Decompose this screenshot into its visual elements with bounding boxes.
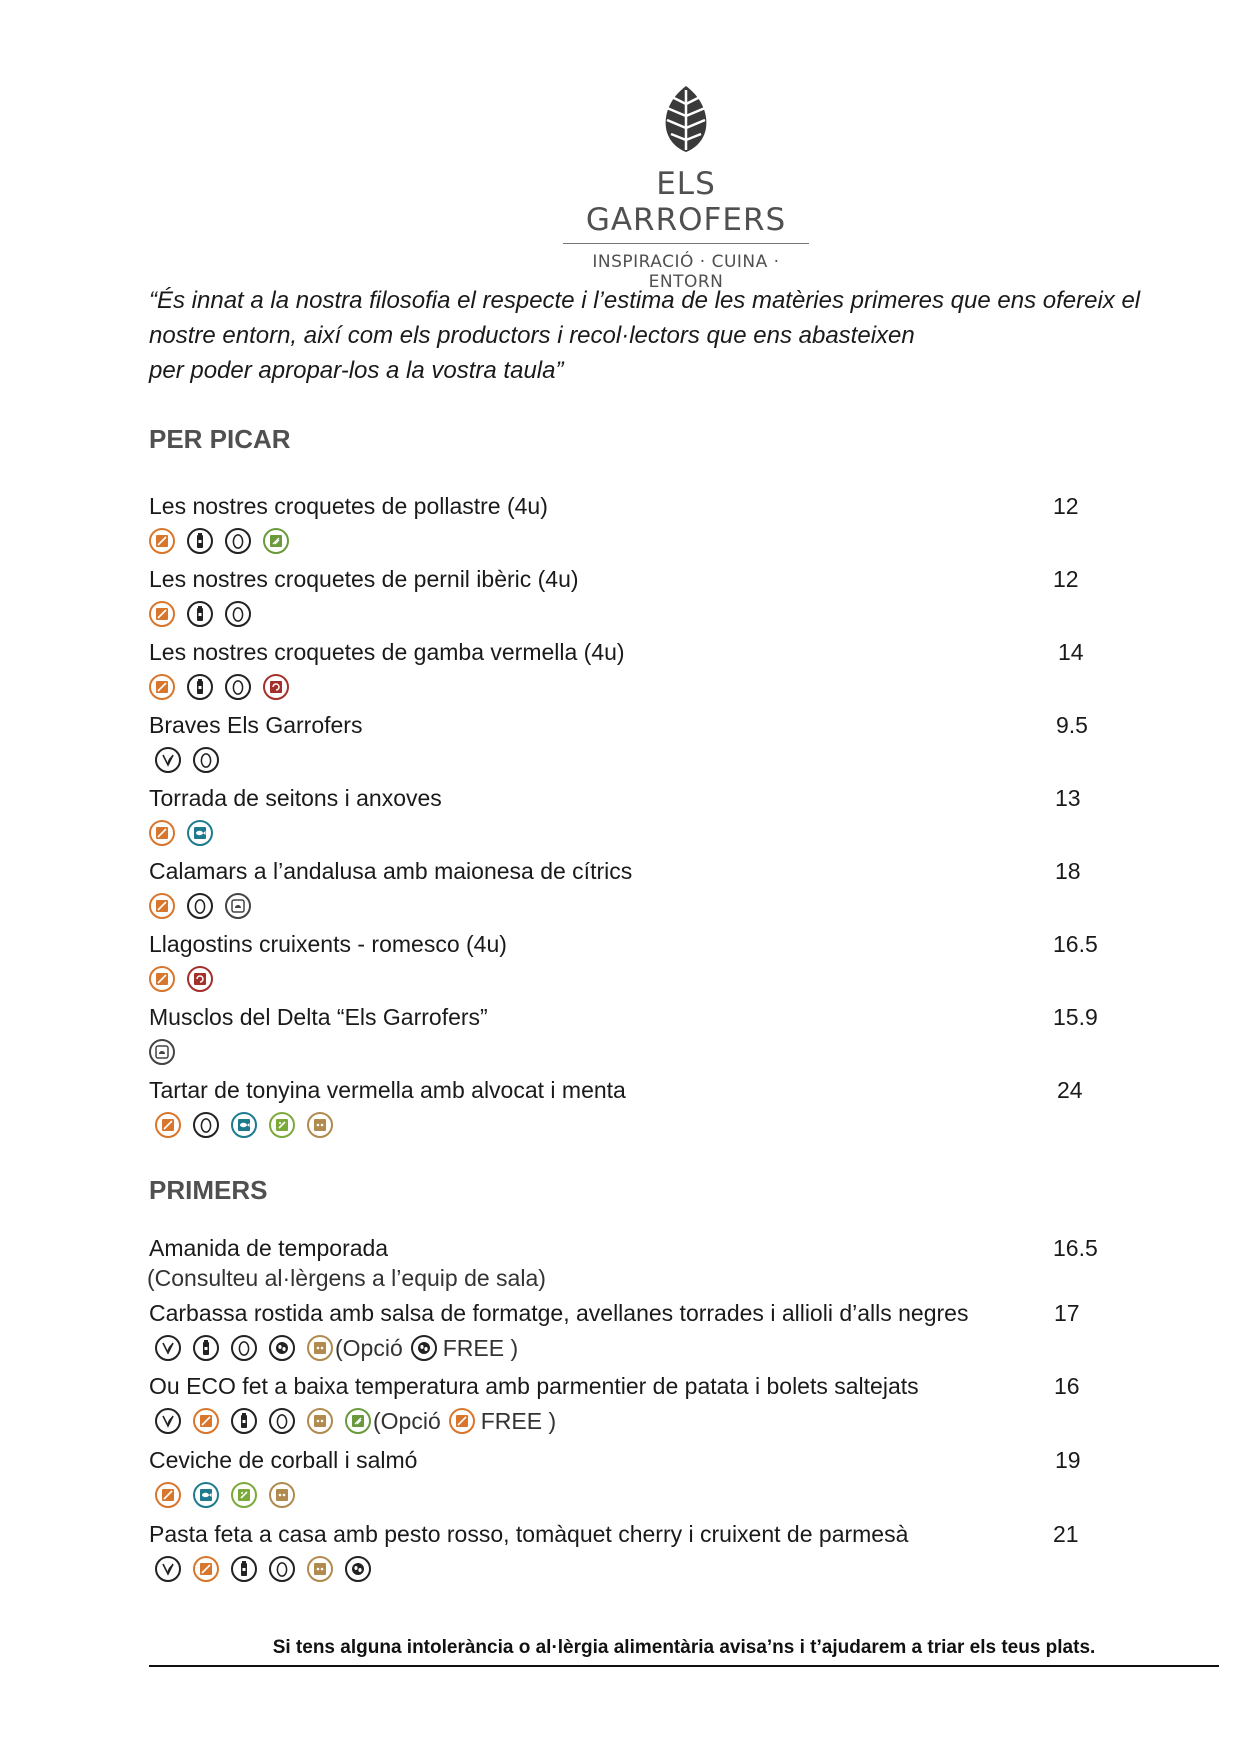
vegan-icon [155,1335,181,1361]
egg-icon [269,1408,295,1434]
menu-item-price: 16 [1054,1373,1080,1399]
quote-line: “És innat a la nostra filosofia el respecte i l’estima de les matèries primeres que ens ofereix el [149,287,1141,314]
lactose-icon [231,1556,257,1582]
gluten-icon [149,528,175,554]
option-suffix: FREE ) [480,1407,557,1434]
nuts-icon [345,1556,371,1582]
menu-item-name: Ou ECO fet a baixa temperatura amb parmentier de patata i bolets saltejats [149,1373,919,1399]
menu-item-name: Carbassa rostida amb salsa de formatge, avellanes torrades i allioli d’alls negres [149,1300,969,1326]
vegan-icon [155,1408,181,1434]
menu-item-name: Braves Els Garrofers [149,712,363,738]
option-prefix: (Opció [335,1334,403,1361]
crustacean-icon [187,966,213,992]
allergen-icons [149,670,1109,704]
leaf-logo-icon [662,84,710,154]
menu-item [149,637,1109,704]
menu-item-price: 21 [1053,1521,1079,1547]
gluten-icon [193,1408,219,1434]
menu-item-name: Llagostins cruixents - romesco (4u) [149,931,507,957]
brand-name: ELS GARROFERS [585,166,787,238]
egg-icon [193,1112,219,1138]
fish-icon [231,1112,257,1138]
lactose-icon [231,1408,257,1434]
menu-item-name: Amanida de temporada [149,1235,389,1261]
allergen-icons [155,1552,1109,1586]
menu-item-note: (Consulteu al·lèrgens a l’equip de sala) [147,1265,546,1291]
allergen-icons [155,1331,1109,1365]
mustard-icon [231,1482,257,1508]
gluten-icon [149,966,175,992]
menu-item [149,929,1109,996]
lactose-icon [187,674,213,700]
menu-item [149,1075,1109,1142]
nuts-icon [411,1335,437,1361]
lactose-icon [187,528,213,554]
menu-item-name: Tartar de tonyina vermella amb alvocat i menta [149,1077,626,1103]
egg-icon [231,1335,257,1361]
menu-item-name: Torrada de seitons i anxoves [149,785,442,811]
egg-icon [269,1556,295,1582]
allergen-icons [155,1478,1109,1512]
gluten-icon [155,1112,181,1138]
egg-icon [225,674,251,700]
fish-icon [187,820,213,846]
menu-item-name: Les nostres croquetes de pernil ibèric (4u) [149,566,579,592]
egg-icon [225,528,251,554]
sesame-icon [307,1112,333,1138]
lactose-icon [193,1335,219,1361]
menu-item [149,783,1109,850]
menu-item-price: 12 [1053,493,1079,519]
menu-item-price: 17 [1054,1300,1080,1326]
menu-item-price: 12 [1053,566,1079,592]
gluten-icon [193,1556,219,1582]
gluten-icon [149,893,175,919]
allergen-icons [149,962,1109,996]
menu-item [149,564,1109,631]
menu-item-price: 24 [1057,1077,1083,1103]
menu-item-price: 15.9 [1053,1004,1098,1030]
quote-line: nostre entorn, així com els productors i recol·lectors que ens abasteixen [149,322,915,349]
menu-item-name: Calamars a l’andalusa amb maionesa de cítrics [149,858,633,884]
allergy-footer-note: Si tens alguna intolerància o al·lèrgia alimentària avisa’ns i t’ajudarem a triar els teus plats. [272,1637,1096,1658]
allergen-icons [149,597,1109,631]
menu-item-name: Pasta feta a casa amb pesto rosso, tomàquet cherry i cruixent de parmesà [149,1521,909,1547]
nuts-icon [269,1335,295,1361]
celery-icon [345,1408,371,1434]
lactose-icon [187,601,213,627]
crustacean-icon [263,674,289,700]
option-prefix: (Opció [373,1407,441,1434]
philosophy-quote [149,283,1189,388]
vegan-icon [155,747,181,773]
egg-icon [225,601,251,627]
menu-item-name: Musclos del Delta “Els Garrofers” [149,1004,488,1030]
menu-item [149,1002,1109,1069]
sesame-icon [307,1408,333,1434]
celery-icon [263,528,289,554]
menu-item [149,491,1109,558]
gluten-icon [149,674,175,700]
fish-icon [193,1482,219,1508]
menu-item [149,1298,1109,1365]
gluten-icon [449,1408,475,1434]
section-title-per-picar: PER PICAR [149,424,291,454]
gluten-icon [149,601,175,627]
footer-divider [149,1665,1219,1667]
menu-item-name: Ceviche de corball i salmó [149,1447,418,1473]
allergen-icons [155,743,1109,777]
egg-icon [187,893,213,919]
brand-tagline: INSPIRACIÓ · CUINA · ENTORN [592,252,780,292]
menu-item-name: Les nostres croquetes de gamba vermella (4u) [149,639,625,665]
sesame-icon [269,1482,295,1508]
sesame-icon [307,1335,333,1361]
menu-item [149,856,1109,923]
allergen-icons [149,889,1109,923]
option-suffix: FREE ) [442,1334,519,1361]
gluten-icon [149,820,175,846]
mollusc-icon [225,893,251,919]
section-title-primers: PRIMERS [149,1175,268,1205]
menu-item-price: 14 [1058,639,1084,665]
menu-item-price: 13 [1055,785,1081,811]
vegan-icon [155,1556,181,1582]
allergen-icons [149,1035,1109,1069]
mustard-icon [269,1112,295,1138]
allergen-icons [149,524,1109,558]
egg-icon [193,747,219,773]
menu-item [149,1371,1109,1438]
menu-item [149,710,1109,777]
menu-item [149,1233,1109,1293]
allergen-icons [149,816,1109,850]
restaurant-logo [561,84,811,292]
sesame-icon [307,1556,333,1582]
mollusc-icon [149,1039,175,1065]
menu-item-price: 16.5 [1053,931,1098,957]
allergen-icons [155,1108,1109,1142]
brand-divider [563,243,809,244]
allergen-icons [155,1404,1109,1438]
gluten-icon [155,1482,181,1508]
menu-item [149,1445,1109,1512]
menu-item-price: 19 [1055,1447,1081,1473]
menu-item [149,1519,1109,1586]
menu-item-price: 9.5 [1056,712,1088,738]
quote-line: per poder apropar-los a la vostra taula” [149,357,564,384]
menu-item-name: Les nostres croquetes de pollastre (4u) [149,493,548,519]
menu-item-price: 16.5 [1053,1235,1098,1261]
menu-item-price: 18 [1055,858,1081,884]
